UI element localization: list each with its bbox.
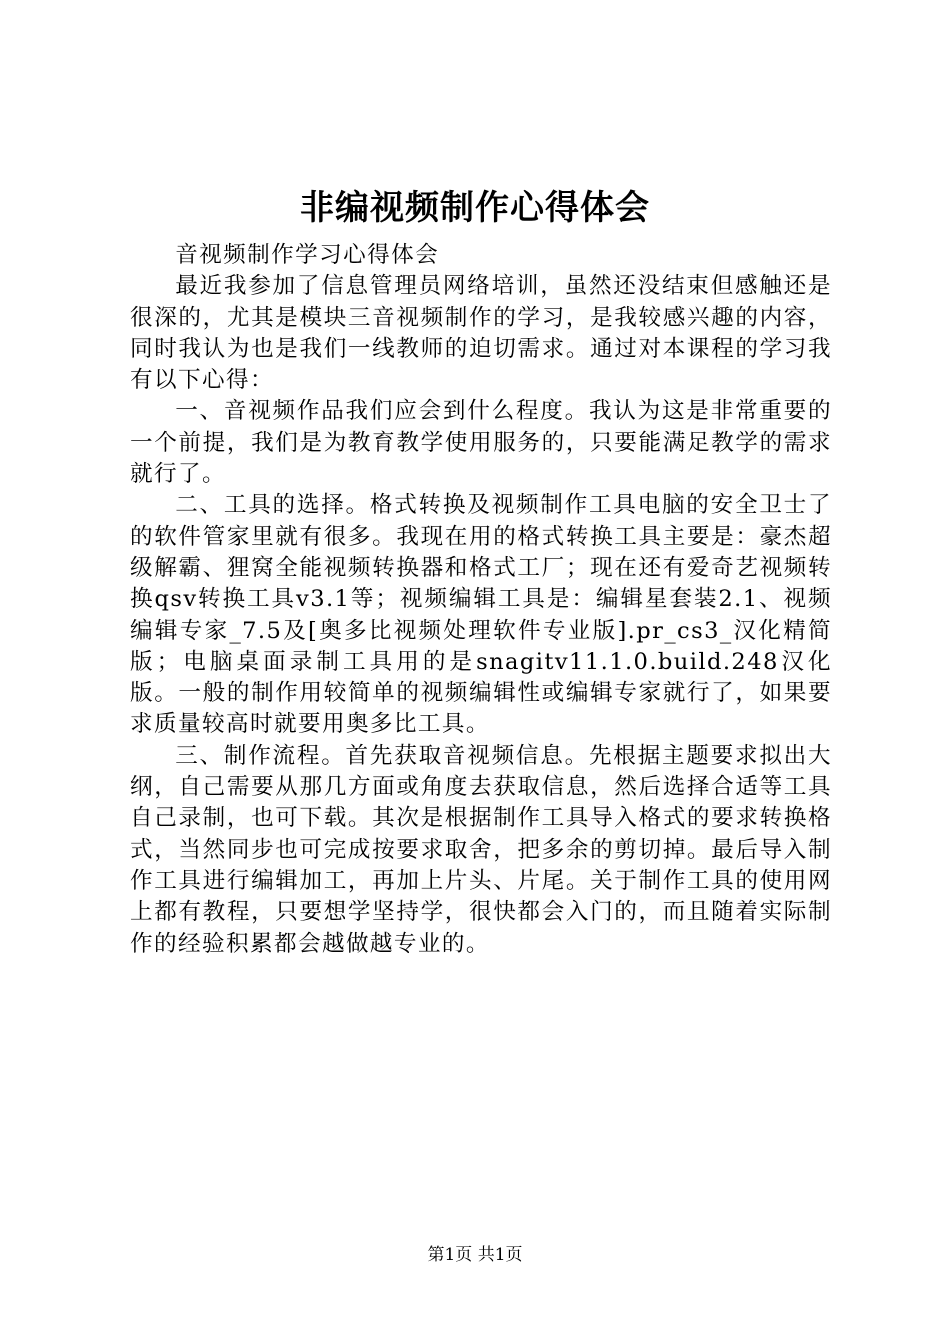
document-title: 非编视频制作心得体会: [300, 188, 650, 228]
subtitle-paragraph: 音视频制作学习心得体会: [175, 242, 440, 268]
section-two-paragraph: 二、工具的选择。格式转换及视频制作工具电脑的安全卫士了的软件管家里就有很多。我现在用的格式转换工具主要是：豪杰超级解霸、狸窝全能视频转换器和格式工厂；现在还有爱奇艺视频转换qsv转换工具v3.1等；视频编辑工具是：编辑星套装2.1、视频编辑专家_7.5及[奥多比视频处理软件专业版].pr_cs3_汉化精简版；电脑桌面录制工具用的是snagitv11.1.0.build.248汉化版。一般的制作用较简单的视频编辑性或编辑专家就行了，如果要求质量较高时就要用奥多比工具。: [130, 492, 832, 738]
page-number-footer: 第1页 共1页: [427, 1245, 523, 1265]
section-three-paragraph: 三、制作流程。首先获取音视频信息。先根据主题要求拟出大纲，自己需要从那几方面或角度去获取信息，然后选择合适等工具自己录制，也可下载。其次是根据制作工具导入格式的要求转换格式，当然同步也可完成按要求取舍，把多余的剪切掉。最后导入制作工具进行编辑加工，再加上片头、片尾。关于制作工具的使用网上都有教程，只要想学坚持学，很快都会入门的，而且随着实际制作的经验积累都会越做越专业的。: [130, 742, 832, 957]
section-one-paragraph: 一、音视频作品我们应会到什么程度。我认为这是非常重要的一个前提，我们是为教育教学使用服务的，只要能满足教学的需求就行了。: [130, 398, 832, 488]
document-body: [130, 240, 832, 960]
intro-paragraph: 最近我参加了信息管理员网络培训，虽然还没结束但感触还是很深的，尤其是模块三音视频制作的学习，是我较感兴趣的内容，同时我认为也是我们一线教师的迫切需求。通过对本课程的学习我有以下心得：: [130, 273, 832, 394]
